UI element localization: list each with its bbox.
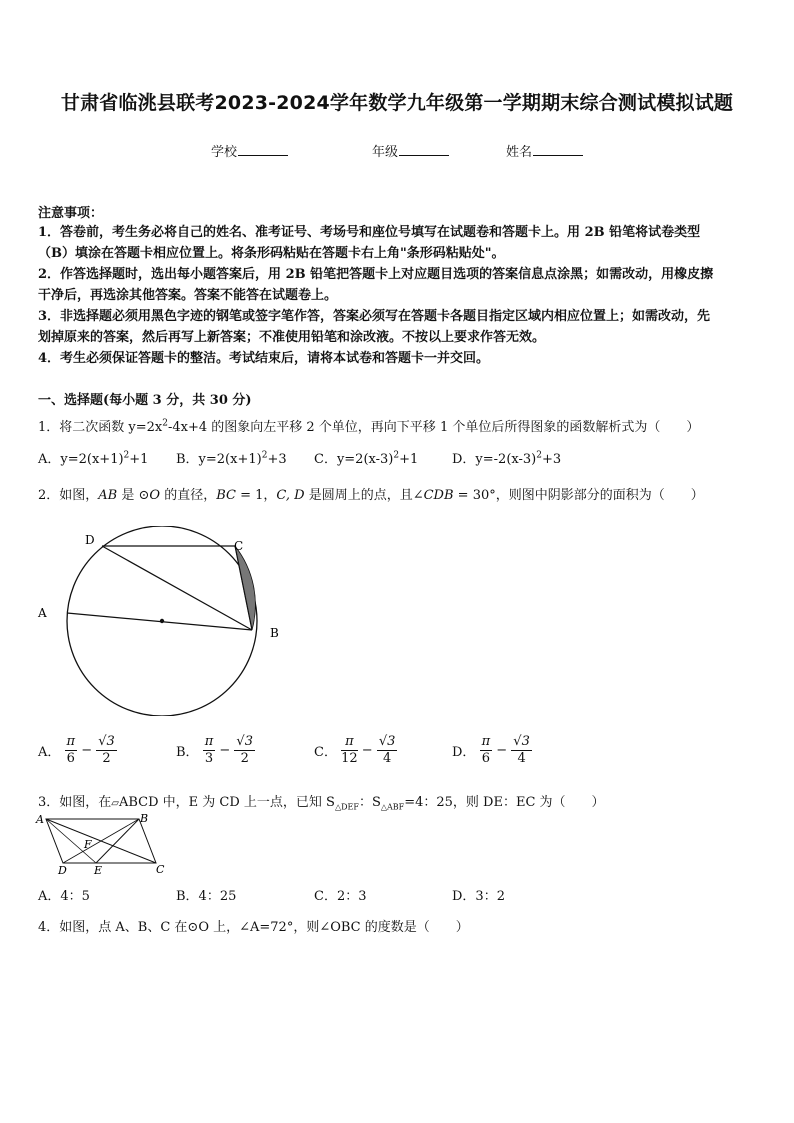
frac-den: 2 xyxy=(240,751,249,766)
label-c: C xyxy=(234,539,244,553)
notice-line: 2．作答选择题时，选出每小题答案后，用 2B 铅笔把答题卡上对应题目选项的答案信息点涂黑；如需改动，用橡皮擦 xyxy=(38,267,714,282)
q2-bc: BC xyxy=(216,488,236,503)
frac-num: π xyxy=(204,734,214,749)
option-text: +1 xyxy=(399,452,419,467)
question-1-stem xyxy=(38,416,699,435)
label-b: B xyxy=(270,626,279,640)
option-sup: 2 xyxy=(123,450,130,461)
label-e: E xyxy=(94,864,103,877)
grade-field xyxy=(372,141,449,160)
option-text: D．y=-2(x-3) xyxy=(452,452,537,467)
q2-cdb: CDB xyxy=(423,488,454,503)
question-4-stem: 4．如图，点 A、B、C 在⊙O 上，∠A=72°，则∠OBC 的度数是（ ） xyxy=(38,920,469,935)
page-title: 甘肃省临洮县联考2023-2024学年数学九年级第一学期期末综合测试模拟试题 xyxy=(60,92,734,114)
pi-fraction xyxy=(203,734,216,767)
notice-line: 划掉原来的答案，然后再写上新答案；不准使用铅笔和涂改液。不按以上要求作答无效。 xyxy=(38,330,546,345)
name-blank[interactable] xyxy=(533,143,583,156)
notice-line: 4．考生必须保证答题卡的整洁。考试结束后，请将本试卷和答题卡一并交回。 xyxy=(38,351,490,366)
root-fraction xyxy=(377,734,398,767)
label-a: A xyxy=(38,606,47,620)
q3-option-b[interactable]: B．4：25 xyxy=(176,889,237,904)
frac-num: √3 xyxy=(378,734,396,749)
q3-parallelogram-figure xyxy=(34,811,174,879)
label-c: C xyxy=(156,863,165,876)
q2-text: = 1， xyxy=(235,488,277,503)
option-text: A．y=2(x+1) xyxy=(38,452,124,467)
q1-stem-a: 1．将二次函数 y=2x xyxy=(38,420,163,435)
name-label: 姓名 xyxy=(506,145,533,160)
school-blank[interactable] xyxy=(238,143,288,156)
name-field xyxy=(506,141,583,160)
q2-text: 的直径， xyxy=(160,488,217,503)
q1-option-d[interactable] xyxy=(452,448,561,467)
frac-num: √3 xyxy=(236,734,253,749)
option-text: C．y=2(x-3) xyxy=(314,452,394,467)
frac-num: √3 xyxy=(98,734,115,749)
q3-text: 3．如图，在 xyxy=(38,795,112,810)
option-text: +3 xyxy=(541,452,562,467)
q3-text: ：S xyxy=(358,795,381,810)
segment-be xyxy=(96,819,139,863)
q2-circle: ⊙O xyxy=(138,488,161,503)
frac-den: 6 xyxy=(481,751,490,766)
option-sup: 2 xyxy=(261,450,268,461)
chord-db xyxy=(102,546,252,630)
q2-text: 是圆周上的点，且∠ xyxy=(304,488,424,503)
option-letter: A． xyxy=(38,745,61,760)
notice-line: 干净后，再选涂其他答案。答案不能答在试题卷上。 xyxy=(38,288,338,303)
frac-den: 2 xyxy=(102,751,111,766)
notice-line: 3．非选择题必须用黑色字迹的钢笔或签字笔作答，答案必须写在答题卡各题目指定区域内相应位置上；如需改动，先 xyxy=(38,309,711,324)
option-sup: 2 xyxy=(536,450,542,461)
diameter-ab xyxy=(67,613,252,630)
q1-option-c[interactable] xyxy=(314,448,418,467)
q3-option-d[interactable]: D．3：2 xyxy=(452,889,505,904)
root-fraction xyxy=(511,734,532,767)
frac-den: 4 xyxy=(517,751,526,766)
q2-text: 是 xyxy=(117,488,139,503)
center-point xyxy=(160,619,164,623)
label-b: B xyxy=(140,812,149,825)
frac-num: π xyxy=(481,734,491,749)
school-label: 学校 xyxy=(211,145,238,160)
parallelogram-icon: ▱ xyxy=(111,798,119,809)
option-letter: B． xyxy=(176,745,199,760)
q2-text: = 30°，则图中阴影部分的面积为（ ） xyxy=(453,488,704,503)
q2-option-b[interactable]: B． $\frac{\pi}{3}$ − $\frac{√3}{2}$ xyxy=(176,734,253,766)
school-field xyxy=(211,141,288,160)
notice-line: （B）填涂在答题卡相应位置上。将条形码粘贴在答题卡右上角"条形码粘贴处"。 xyxy=(38,246,505,261)
option-sup: 2 xyxy=(393,450,400,461)
option-text: +1 xyxy=(129,452,149,467)
diagonal-bd xyxy=(63,819,139,863)
q3-sub: △DEF xyxy=(334,802,359,812)
pi-fraction xyxy=(65,734,78,767)
q2-text: 2．如图， xyxy=(38,488,99,503)
q3-text: =4：25，则 DE：EC 为（ ） xyxy=(404,795,605,810)
option-text: +3 xyxy=(267,452,287,467)
label-d: D xyxy=(58,864,67,877)
frac-den: 12 xyxy=(341,751,358,766)
root-fraction xyxy=(234,734,255,767)
question-2-stem xyxy=(38,484,704,503)
grade-label: 年级 xyxy=(372,145,399,160)
q2-circle-figure xyxy=(30,526,300,716)
q3-option-a[interactable]: A．4：5 xyxy=(38,889,90,904)
label-a: A xyxy=(36,813,44,826)
q3-text: ABCD 中，E 为 CD 上一点，已知 S xyxy=(118,795,335,810)
q3-sub: △ABF xyxy=(380,802,405,812)
q2-cd: C, D xyxy=(276,488,305,503)
q3-option-c[interactable]: C．2：3 xyxy=(314,889,367,904)
question-3-stem xyxy=(38,791,605,812)
notice-heading: 注意事项： xyxy=(38,206,104,221)
frac-num: √3 xyxy=(513,734,530,749)
q2-option-d[interactable]: D． $\frac{\pi}{6}$ − $\frac{√3}{4}$ xyxy=(452,734,530,766)
q2-option-c[interactable]: C． $\frac{\pi}{12}$ − $\frac{√3}{4}$ xyxy=(314,734,396,766)
q2-ab: AB xyxy=(98,488,118,503)
q1-stem-b: -4x+4 的图象向左平移 2 个单位，再向下平移 1 个单位后所得图象的函数解析式为（ ） xyxy=(167,420,700,435)
q1-option-b[interactable] xyxy=(176,448,287,467)
option-letter: D． xyxy=(452,745,476,760)
pi-fraction xyxy=(341,734,358,767)
q2-option-a[interactable]: A． $\frac{\pi}{6}$ − $\frac{√3}{2}$ xyxy=(38,734,115,766)
frac-num: π xyxy=(341,734,358,751)
option-letter: C． xyxy=(314,745,337,760)
frac-num: π xyxy=(66,734,76,749)
root-fraction xyxy=(96,734,117,767)
label-d: D xyxy=(85,533,95,547)
q1-option-a[interactable] xyxy=(38,448,148,467)
frac-den: 3 xyxy=(204,751,214,766)
notice-line: 1．答卷前，考生务必将自己的姓名、准考证号、考场号和座位号填写在试题卷和答题卡上。用 2B 铅笔将试卷类型 xyxy=(38,225,701,240)
section-heading: 一、选择题(每小题 3 分，共 30 分) xyxy=(38,393,252,408)
frac-den: 6 xyxy=(66,751,75,766)
frac-den: 4 xyxy=(382,751,392,766)
option-text: B．y=2(x+1) xyxy=(176,452,262,467)
grade-blank[interactable] xyxy=(399,143,449,156)
pi-fraction xyxy=(480,734,493,767)
label-f: F xyxy=(84,838,92,851)
q1-sup: 2 xyxy=(162,418,168,429)
